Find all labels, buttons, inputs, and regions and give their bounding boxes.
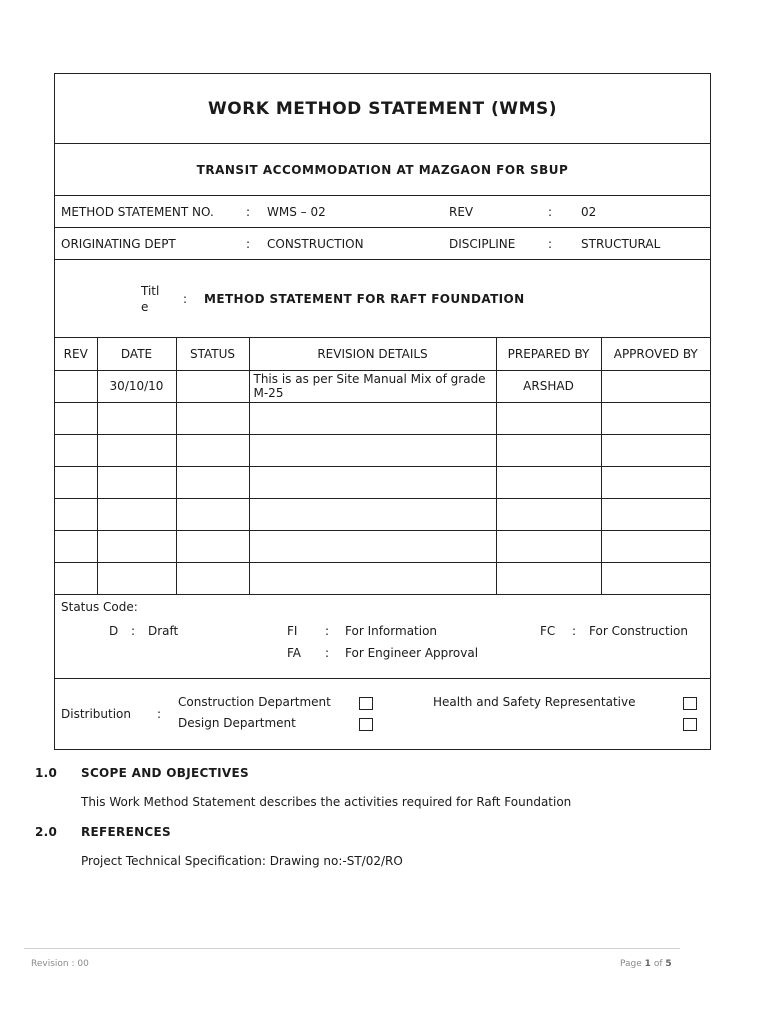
table-cell: This is as per Site Manual Mix of grade M-25 xyxy=(249,370,496,402)
colon: : xyxy=(325,623,330,638)
table-cell xyxy=(249,498,496,530)
distribution-block xyxy=(55,679,710,749)
table-cell xyxy=(249,530,496,562)
table-cell xyxy=(496,402,601,434)
table-cell xyxy=(97,498,176,530)
table-row xyxy=(55,370,710,402)
table-cell xyxy=(249,402,496,434)
table-cell xyxy=(55,562,97,594)
table-cell xyxy=(55,466,97,498)
section-1-number: 1.0 xyxy=(35,766,58,780)
status-code-block xyxy=(55,595,710,679)
footer-divider xyxy=(24,948,680,949)
table-cell xyxy=(496,530,601,562)
status-text-draft: Draft xyxy=(148,623,179,638)
table-row xyxy=(55,498,710,530)
table-cell xyxy=(55,370,97,402)
section-2-title: REFERENCES xyxy=(81,825,171,839)
table-cell xyxy=(601,562,710,594)
title-block xyxy=(55,260,710,338)
col-header-revision-details: REVISION DETAILS xyxy=(249,338,496,370)
section-2-number: 2.0 xyxy=(35,825,58,839)
table-cell xyxy=(601,434,710,466)
status-code-label: Status Code: xyxy=(61,599,138,614)
document-title: WORK METHOD STATEMENT (WMS) xyxy=(55,74,710,144)
table-cell xyxy=(55,530,97,562)
status-text-engineer-approval: For Engineer Approval xyxy=(345,645,479,660)
table-cell: 30/10/10 xyxy=(97,370,176,402)
title-label-line1: Titl xyxy=(141,284,160,298)
table-cell xyxy=(496,498,601,530)
table-cell xyxy=(97,562,176,594)
colon: : xyxy=(246,237,251,251)
method-statement-label: METHOD STATEMENT NO. xyxy=(61,205,214,219)
project-name: TRANSIT ACCOMMODATION AT MAZGAON FOR SBUP xyxy=(55,144,710,196)
table-cell xyxy=(176,530,249,562)
footer-revision: Revision : 00 xyxy=(31,959,89,969)
distribution-design-dept: Design Department xyxy=(178,715,296,730)
table-cell xyxy=(55,498,97,530)
table-cell xyxy=(601,498,710,530)
col-header-approved-by: APPROVED BY xyxy=(601,338,710,370)
table-cell xyxy=(55,402,97,434)
col-header-rev: REV xyxy=(55,338,97,370)
table-cell xyxy=(176,434,249,466)
table-cell xyxy=(176,466,249,498)
revision-table xyxy=(55,338,710,595)
construction-dept-checkbox[interactable] xyxy=(359,697,373,710)
table-cell xyxy=(601,370,710,402)
colon: : xyxy=(548,205,553,219)
table-cell xyxy=(601,402,710,434)
design-dept-checkbox[interactable] xyxy=(359,718,373,731)
colon: : xyxy=(325,645,330,660)
wms-form xyxy=(54,73,711,750)
status-code-d: D xyxy=(109,623,119,638)
method-statement-row xyxy=(55,196,710,228)
table-cell xyxy=(55,434,97,466)
revision-table-wrap xyxy=(55,338,710,595)
table-cell xyxy=(176,498,249,530)
discipline-label: DISCIPLINE xyxy=(449,237,516,251)
health-safety-checkbox[interactable] xyxy=(683,697,697,710)
colon: : xyxy=(572,623,577,638)
table-cell xyxy=(249,562,496,594)
table-cell xyxy=(601,466,710,498)
status-text-construction: For Construction xyxy=(589,623,688,638)
dept-label: ORIGINATING DEPT xyxy=(61,237,176,251)
table-cell xyxy=(496,562,601,594)
table-row xyxy=(55,466,710,498)
table-row xyxy=(55,562,710,594)
table-cell xyxy=(176,402,249,434)
title-value: METHOD STATEMENT FOR RAFT FOUNDATION xyxy=(204,292,525,306)
distribution-construction-dept: Construction Department xyxy=(178,694,331,709)
col-header-date: DATE xyxy=(97,338,176,370)
discipline-value: STRUCTURAL xyxy=(581,237,661,251)
colon: : xyxy=(246,205,251,219)
method-statement-value: WMS – 02 xyxy=(267,205,326,219)
status-code-fi: FI xyxy=(287,623,298,638)
colon: : xyxy=(548,237,553,251)
table-header-row xyxy=(55,338,710,370)
status-code-fc: FC xyxy=(540,623,556,638)
colon: : xyxy=(157,706,162,721)
table-row xyxy=(55,434,710,466)
table-cell xyxy=(97,434,176,466)
section-2-text: Project Technical Specification: Drawing no:-ST/02/RO xyxy=(81,854,403,868)
table-cell xyxy=(249,434,496,466)
table-cell: ARSHAD xyxy=(496,370,601,402)
col-header-prepared-by: PREPARED BY xyxy=(496,338,601,370)
table-cell xyxy=(176,370,249,402)
table-cell xyxy=(97,530,176,562)
table-cell xyxy=(496,466,601,498)
distribution-label: Distribution xyxy=(61,706,132,721)
table-row xyxy=(55,530,710,562)
table-cell xyxy=(176,562,249,594)
rev-value: 02 xyxy=(581,205,597,219)
table-cell xyxy=(97,402,176,434)
status-code-fa: FA xyxy=(287,645,302,660)
blank-checkbox[interactable] xyxy=(683,718,697,731)
section-1-title: SCOPE AND OBJECTIVES xyxy=(81,766,249,780)
table-row xyxy=(55,402,710,434)
col-header-status: STATUS xyxy=(176,338,249,370)
title-label-line2: e xyxy=(141,300,149,314)
footer-page-number: Page 1 of 5 xyxy=(620,959,672,969)
dept-value: CONSTRUCTION xyxy=(267,237,364,251)
colon: : xyxy=(183,292,188,306)
table-cell xyxy=(601,530,710,562)
distribution-health-safety: Health and Safety Representative xyxy=(433,694,636,709)
status-text-information: For Information xyxy=(345,623,438,638)
originating-dept-row xyxy=(55,228,710,260)
table-cell xyxy=(496,434,601,466)
rev-label: REV xyxy=(449,205,474,219)
table-cell xyxy=(97,466,176,498)
table-cell xyxy=(249,466,496,498)
colon: : xyxy=(131,623,136,638)
section-1-text: This Work Method Statement describes the activities required for Raft Foundation xyxy=(81,795,572,809)
